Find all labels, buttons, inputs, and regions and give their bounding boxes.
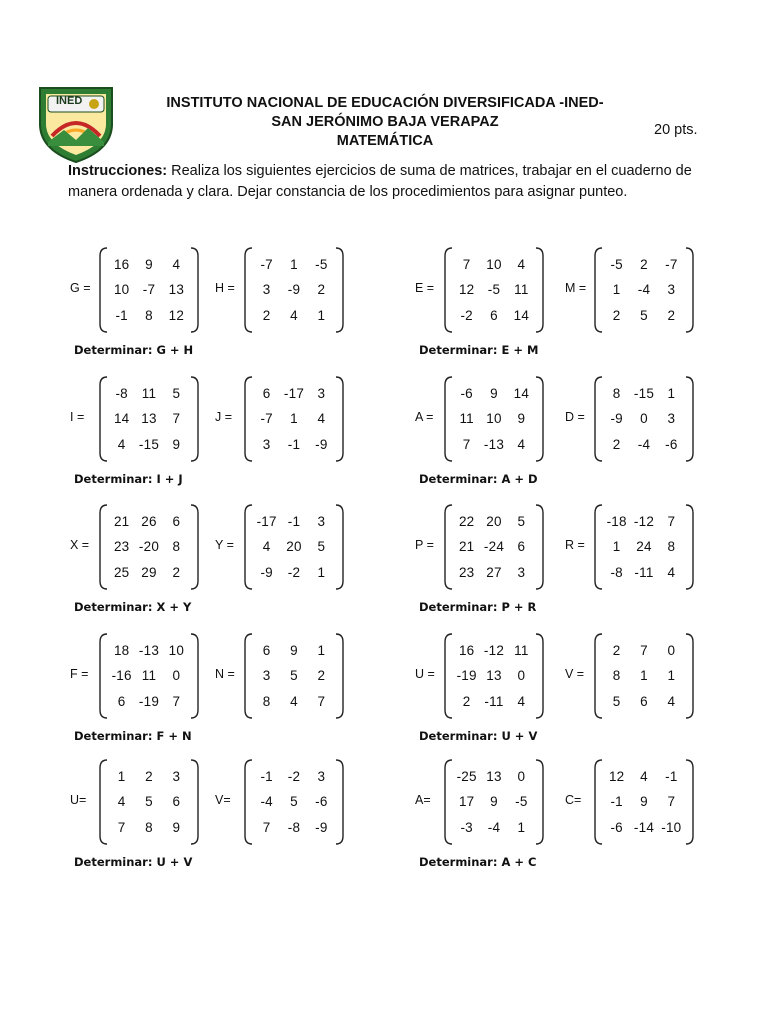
matrix-cell: -8 — [287, 819, 301, 835]
matrix-cell: 5 — [290, 668, 298, 684]
matrix-label: H = — [215, 281, 235, 295]
matrix-cell: 4 — [262, 539, 271, 555]
matrix-cell: 9 — [490, 794, 498, 810]
matrix-cell: 4 — [172, 257, 181, 273]
matrix-cell: -8 — [610, 564, 623, 580]
exercise-task: Determinar: P + R — [419, 600, 537, 614]
matrix-cell: 5 — [640, 307, 648, 323]
matrix-cell: 9 — [290, 643, 298, 659]
matrix-cell: -25 — [456, 769, 477, 785]
matrix-label: D = — [565, 410, 585, 424]
matrix-cell: -9 — [315, 819, 328, 835]
matrix-cell: 9 — [172, 819, 181, 835]
matrix-cell: 2 — [667, 307, 676, 323]
matrix-cell: -9 — [610, 411, 623, 427]
matrix-cell: -5 — [515, 794, 528, 810]
matrix-cell: 4 — [517, 436, 526, 452]
matrix-cell: 4 — [117, 794, 126, 810]
matrix-cell: -1 — [260, 769, 273, 785]
matrix-cell: 6 — [172, 514, 181, 530]
matrix-label: X = — [70, 538, 90, 552]
matrix-cell: -7 — [260, 257, 273, 273]
matrix-cell: 14 — [513, 386, 530, 402]
matrix-body — [443, 246, 545, 334]
matrix-cell: 11 — [141, 386, 157, 402]
matrix-cell: 13 — [486, 668, 502, 684]
matrix-cell: 6 — [117, 693, 126, 709]
matrix-cell: 25 — [113, 564, 130, 580]
matrix-cell: 22 — [458, 514, 475, 530]
matrix-body — [443, 632, 545, 720]
matrix-cell: 7 — [462, 257, 471, 273]
matrix-cell: 2 — [612, 307, 621, 323]
matrix-cell: 5 — [172, 386, 181, 402]
matrix-cell: 2 — [145, 769, 153, 785]
matrix-cell: 7 — [640, 643, 648, 659]
document-header — [120, 94, 650, 151]
matrix-cell: -18 — [606, 514, 627, 530]
matrix-cell: 16 — [113, 257, 130, 273]
matrix-cell: 14 — [513, 307, 530, 323]
matrix — [415, 758, 549, 846]
matrix-cell: -15 — [138, 436, 160, 452]
matrix-cell: 4 — [517, 257, 526, 273]
matrix-cell: 10 — [486, 411, 502, 427]
matrix-cell: -16 — [111, 668, 132, 684]
matrix-cell: -6 — [665, 436, 678, 452]
matrix-cell: 0 — [172, 668, 181, 684]
matrix-body — [443, 758, 545, 846]
matrix-cell: -19 — [456, 668, 477, 684]
matrix-cell: -8 — [115, 386, 128, 402]
matrix-cell: 2 — [640, 257, 648, 273]
matrix-cell: 8 — [262, 693, 271, 709]
matrix-cell: -11 — [484, 693, 504, 709]
matrix-label: C= — [565, 793, 582, 807]
matrix — [215, 375, 349, 463]
matrix — [415, 375, 549, 463]
matrix-cell: 6 — [262, 643, 271, 659]
matrix-cell: 11 — [141, 668, 157, 684]
matrix — [215, 246, 349, 334]
matrix-cell: 2 — [172, 564, 181, 580]
matrix-label: N = — [215, 667, 235, 681]
matrix-cell: -12 — [633, 514, 655, 530]
matrix-cell: 12 — [458, 282, 475, 298]
matrix-cell: -12 — [483, 643, 505, 659]
matrix-cell: 2 — [317, 668, 326, 684]
matrix-cell: -4 — [637, 282, 651, 298]
matrix-cell: 16 — [458, 643, 475, 659]
matrix-cell: -9 — [287, 282, 301, 298]
matrix-cell: 8 — [145, 819, 153, 835]
matrix-cell: 7 — [117, 819, 126, 835]
matrix-cell: 7 — [667, 514, 676, 530]
matrix-cell: 12 — [608, 769, 625, 785]
matrix-body — [593, 246, 695, 334]
matrix-cell: 27 — [486, 564, 502, 580]
matrix-label: F = — [70, 667, 89, 681]
matrix-cell: 2 — [612, 643, 621, 659]
matrix-cell: 6 — [262, 386, 271, 402]
matrix — [415, 246, 549, 334]
matrix-cell: 9 — [172, 436, 181, 452]
exercise-task: Determinar: E + M — [419, 343, 539, 357]
matrix-body — [98, 246, 200, 334]
matrix-body — [98, 632, 200, 720]
matrix-cell: 11 — [459, 411, 474, 427]
matrix-cell: 7 — [462, 436, 471, 452]
matrix-cell: -17 — [256, 514, 277, 530]
matrix-cell: 6 — [640, 693, 648, 709]
matrix-label: A = — [415, 410, 434, 424]
matrix-body — [243, 375, 345, 463]
exercise-task: Determinar: A + D — [419, 472, 538, 486]
matrix-cell: 13 — [486, 769, 502, 785]
matrix-cell: 1 — [317, 643, 326, 659]
matrix-cell: 11 — [514, 643, 529, 659]
matrix-cell: 3 — [262, 436, 271, 452]
matrix-body — [593, 503, 695, 591]
matrix-cell: 1 — [612, 282, 621, 298]
matrix-cell: -7 — [665, 257, 678, 273]
matrix-cell: 8 — [612, 668, 621, 684]
matrix-label: Y = — [215, 538, 234, 552]
matrix — [565, 632, 699, 720]
matrix-cell: 8 — [612, 386, 621, 402]
instructions-label: Instrucciones: — [68, 163, 168, 179]
matrix-cell: 3 — [317, 769, 326, 785]
matrix-cell: 7 — [172, 411, 181, 427]
matrix — [70, 632, 204, 720]
matrix-body — [243, 246, 345, 334]
matrix-cell: 12 — [168, 307, 185, 323]
matrix-cell: 26 — [141, 514, 157, 530]
matrix-cell: 3 — [317, 514, 326, 530]
matrix-label: P = — [415, 538, 434, 552]
matrix-cell: -6 — [315, 794, 328, 810]
matrix-cell: 8 — [172, 539, 181, 555]
exercise-task: Determinar: G + H — [74, 343, 194, 357]
matrix-cell: -11 — [634, 564, 654, 580]
matrix-cell: 3 — [262, 282, 271, 298]
matrix — [70, 758, 204, 846]
matrix-cell: -5 — [487, 282, 501, 298]
matrix-body — [443, 503, 545, 591]
matrix — [215, 758, 349, 846]
matrix-cell: 7 — [262, 819, 271, 835]
matrix-label: R = — [565, 538, 585, 552]
points-value: 20 pts. — [654, 122, 698, 138]
matrix-cell: -7 — [260, 411, 273, 427]
instructions-text: Realiza los siguientes ejercicios de suma de matrices, trabajar en el cuaderno de manera ordenada y clara. Dejar constancia de los procedimientos para asignar punteo. — [68, 163, 692, 200]
matrix-cell: 10 — [113, 282, 130, 298]
matrix-cell: 23 — [458, 564, 475, 580]
matrix-cell: -3 — [460, 819, 473, 835]
institution-name: INSTITUTO NACIONAL DE EDUCACIÓN DIVERSIFICADA -INED- — [166, 95, 604, 111]
matrix-body — [243, 503, 345, 591]
matrix-body — [243, 632, 345, 720]
matrix-cell: 29 — [141, 564, 157, 580]
matrix — [70, 503, 204, 591]
matrix-cell: 9 — [517, 411, 526, 427]
matrix-cell: 3 — [667, 411, 676, 427]
exercise-task: Determinar: U + V — [74, 855, 193, 869]
matrix-cell: 1 — [667, 668, 676, 684]
matrix-cell: -13 — [483, 436, 505, 452]
matrix-cell: -24 — [483, 539, 505, 555]
matrix-cell: -2 — [460, 307, 473, 323]
matrix-label: U= — [70, 793, 87, 807]
matrix-body — [98, 375, 200, 463]
matrix-cell: 2 — [612, 436, 621, 452]
matrix-cell: 4 — [517, 693, 526, 709]
matrix-cell: 1 — [667, 386, 676, 402]
instructions — [68, 161, 718, 203]
matrix-cell: -14 — [633, 819, 655, 835]
matrix-label: V= — [215, 793, 231, 807]
matrix-cell: 4 — [290, 307, 298, 323]
matrix-cell: 1 — [290, 411, 298, 427]
matrix-cell: 5 — [145, 794, 153, 810]
matrix-cell: 10 — [486, 257, 502, 273]
matrix-body — [593, 758, 695, 846]
matrix-label: G = — [70, 281, 91, 295]
matrix-cell: 7 — [667, 794, 676, 810]
school-logo — [34, 84, 118, 164]
matrix-cell: 13 — [141, 411, 157, 427]
matrix-label: J = — [215, 410, 233, 424]
matrix-cell: -2 — [287, 769, 301, 785]
matrix-cell: -7 — [142, 282, 156, 298]
exercise-task: Determinar: U + V — [419, 729, 538, 743]
matrix-cell: -9 — [260, 564, 273, 580]
matrix-body — [443, 375, 545, 463]
matrix-cell: 1 — [317, 564, 326, 580]
matrix-cell: -1 — [287, 514, 301, 530]
exercise-task: Determinar: F + N — [74, 729, 192, 743]
matrix-cell: -4 — [260, 794, 273, 810]
matrix-cell: 7 — [172, 693, 181, 709]
matrix — [565, 503, 699, 591]
matrix-label: M = — [565, 281, 587, 295]
matrix-cell: -20 — [138, 539, 160, 555]
matrix-cell: 1 — [290, 257, 298, 273]
matrix-cell: 7 — [317, 693, 326, 709]
matrix-cell: 4 — [667, 564, 676, 580]
matrix — [215, 503, 349, 591]
matrix-cell: 0 — [667, 643, 676, 659]
matrix-label: I = — [70, 410, 85, 424]
logo-text: INED — [56, 95, 83, 107]
matrix-cell: -1 — [610, 794, 623, 810]
matrix-cell: 8 — [667, 539, 676, 555]
matrix-cell: 10 — [168, 643, 185, 659]
matrix-body — [98, 758, 200, 846]
matrix — [70, 246, 204, 334]
matrix-cell: -10 — [661, 819, 682, 835]
exercise-task: Determinar: I + J — [74, 472, 183, 486]
matrix — [565, 375, 699, 463]
matrix-cell: 4 — [317, 411, 326, 427]
matrix-cell: -15 — [633, 386, 655, 402]
matrix-cell: 3 — [517, 564, 526, 580]
exercise-task: Determinar: A + C — [419, 855, 537, 869]
matrix — [415, 503, 549, 591]
matrix-cell: 14 — [113, 411, 130, 427]
matrix-cell: -1 — [287, 436, 301, 452]
matrix-cell: -17 — [283, 386, 305, 402]
matrix-cell: 6 — [517, 539, 526, 555]
matrix-cell: 3 — [317, 386, 326, 402]
matrix — [70, 375, 204, 463]
subject-title: MATEMÁTICA — [336, 133, 434, 149]
matrix-cell: -1 — [115, 307, 128, 323]
matrix-cell: 24 — [636, 539, 652, 555]
matrix-cell: 4 — [667, 693, 676, 709]
exercise-task: Determinar: X + Y — [74, 600, 192, 614]
matrix-cell: 1 — [117, 769, 126, 785]
matrix-cell: -1 — [665, 769, 678, 785]
matrix-cell: -5 — [315, 257, 328, 273]
matrix-cell: -6 — [610, 819, 623, 835]
matrix-cell: 4 — [640, 769, 648, 785]
matrix-cell: 23 — [113, 539, 130, 555]
matrix-cell: 2 — [317, 282, 326, 298]
matrix-cell: 17 — [458, 794, 475, 810]
matrix — [565, 758, 699, 846]
matrix-cell: 9 — [640, 794, 648, 810]
matrix-label: V = — [565, 667, 585, 681]
matrix-body — [243, 758, 345, 846]
matrix-cell: 5 — [517, 514, 526, 530]
matrix-cell: -4 — [637, 436, 651, 452]
matrix — [415, 632, 549, 720]
matrix-cell: 5 — [290, 794, 298, 810]
matrix-cell: -19 — [138, 693, 160, 709]
matrix-label: E = — [415, 281, 435, 295]
matrix-cell: 21 — [458, 539, 475, 555]
matrix-cell: 1 — [640, 668, 648, 684]
matrix-cell: -2 — [287, 564, 301, 580]
matrix-cell: 9 — [145, 257, 153, 273]
matrix-cell: 6 — [172, 794, 181, 810]
matrix-cell: -4 — [487, 819, 501, 835]
matrix-cell: 5 — [612, 693, 621, 709]
matrix-cell: -6 — [460, 386, 473, 402]
matrix-cell: 0 — [640, 411, 648, 427]
matrix-cell: 21 — [113, 514, 130, 530]
matrix-cell: 5 — [317, 539, 326, 555]
institution-location: SAN JERÓNIMO BAJA VERAPAZ — [271, 114, 499, 130]
matrix-label: A= — [415, 793, 431, 807]
matrix-cell: 13 — [168, 282, 185, 298]
matrix-cell: 18 — [113, 643, 130, 659]
matrix-cell: 0 — [517, 668, 526, 684]
matrix-cell: 8 — [145, 307, 153, 323]
matrix-body — [593, 375, 695, 463]
matrix-cell: 3 — [667, 282, 676, 298]
matrix-label: U = — [415, 667, 435, 681]
matrix-cell: -9 — [315, 436, 328, 452]
matrix-cell: 3 — [172, 769, 181, 785]
matrix-cell: -13 — [138, 643, 160, 659]
matrix-cell: 2 — [262, 307, 271, 323]
matrix-cell: 9 — [490, 386, 498, 402]
matrix-body — [593, 632, 695, 720]
matrix-cell: -5 — [610, 257, 623, 273]
matrix-cell: 4 — [117, 436, 126, 452]
matrix — [565, 246, 699, 334]
matrix-cell: 1 — [317, 307, 326, 323]
matrix-cell: 4 — [290, 693, 298, 709]
matrix-cell: 20 — [286, 539, 302, 555]
matrix-cell: 11 — [514, 282, 529, 298]
matrix-body — [98, 503, 200, 591]
matrix-cell: 1 — [612, 539, 621, 555]
matrix-cell: 2 — [462, 693, 471, 709]
matrix-cell: 3 — [262, 668, 271, 684]
matrix — [215, 632, 349, 720]
matrix-cell: 20 — [486, 514, 502, 530]
matrix-cell: 0 — [517, 769, 526, 785]
matrix-cell: 1 — [517, 819, 526, 835]
matrix-cell: 6 — [490, 307, 498, 323]
